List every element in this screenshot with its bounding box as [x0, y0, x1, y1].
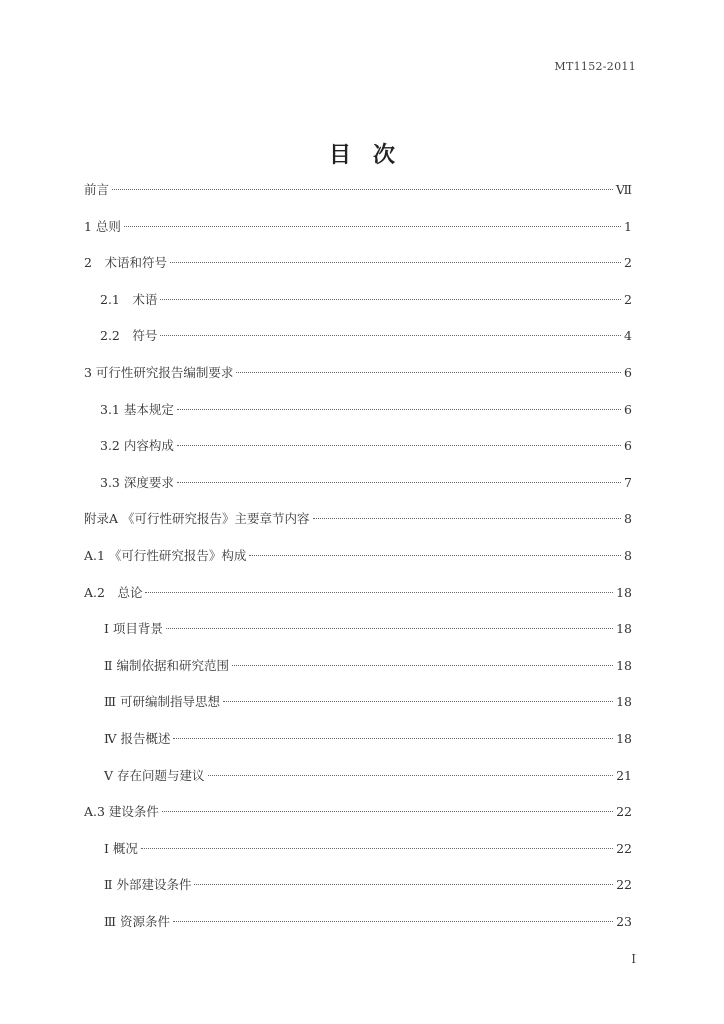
toc-entry-label: 2.1 术语	[100, 291, 158, 307]
toc-entry[interactable]	[84, 648, 632, 685]
toc-entry-label: Ⅰ 概况	[104, 840, 138, 856]
toc-entry[interactable]	[84, 831, 632, 868]
toc-entry-page: 18	[616, 584, 632, 600]
toc-entry[interactable]	[84, 355, 632, 392]
dot-leader	[208, 775, 614, 776]
dot-leader	[170, 262, 621, 263]
dot-leader	[112, 189, 613, 190]
toc-entry-label: A.3 建设条件	[84, 804, 159, 820]
dot-leader	[177, 445, 621, 446]
toc-entry-label: Ⅰ 项目背景	[104, 621, 163, 637]
dot-leader	[145, 592, 613, 593]
toc-entry-label: 3.3 深度要求	[100, 474, 174, 490]
toc-entry[interactable]	[84, 721, 632, 758]
toc-entry[interactable]	[84, 318, 632, 355]
dot-leader	[177, 409, 621, 410]
toc-entry[interactable]	[84, 758, 632, 795]
toc-entry[interactable]	[84, 465, 632, 502]
toc-entry[interactable]	[84, 867, 632, 904]
toc-entry-page: 22	[616, 877, 632, 893]
standard-code: MT1152-2011	[554, 60, 636, 73]
dot-leader	[313, 518, 622, 519]
toc-entry[interactable]	[84, 428, 632, 465]
toc-entry-label: 2 术语和符号	[84, 255, 167, 271]
toc-entry-page: 18	[616, 694, 632, 710]
dot-leader	[160, 335, 621, 336]
toc-entry[interactable]	[84, 209, 632, 246]
toc-entry-page: 18	[616, 730, 632, 746]
toc-entry-page: 4	[624, 328, 632, 344]
toc-entry[interactable]	[84, 794, 632, 831]
toc-entry[interactable]	[84, 172, 632, 209]
toc-entry-page: 6	[624, 364, 632, 380]
toc-entry-page: 22	[616, 840, 632, 856]
toc-entry-label: 附录A 《可行性研究报告》主要章节内容	[84, 511, 310, 527]
dot-leader	[223, 701, 613, 702]
toc-entry-page: 8	[624, 511, 632, 527]
toc-entry-label: 1 总则	[84, 218, 121, 234]
dot-leader	[166, 628, 613, 629]
toc-entry-label: Ⅱ 外部建设条件	[104, 877, 192, 893]
dot-leader	[173, 738, 613, 739]
toc-entry-page: 18	[616, 657, 632, 673]
toc-entry-page: 23	[616, 913, 632, 929]
dot-leader	[141, 848, 613, 849]
toc-entry-label: A.2 总论	[84, 584, 143, 600]
dot-leader	[236, 372, 621, 373]
toc-entry[interactable]	[84, 611, 632, 648]
toc-entry-label: 3.2 内容构成	[100, 438, 174, 454]
toc-entry-page: 6	[624, 438, 632, 454]
toc-entry-page: Ⅶ	[615, 182, 632, 197]
toc-entry-label: 2.2 符号	[100, 328, 158, 344]
dot-leader	[249, 555, 621, 556]
toc-entry[interactable]	[84, 392, 632, 429]
toc-entry[interactable]	[84, 684, 632, 721]
dot-leader	[194, 884, 613, 885]
toc-entry[interactable]	[84, 904, 632, 941]
toc-entry[interactable]	[84, 245, 632, 282]
toc-entry-label: Ⅴ 存在问题与建议	[104, 767, 205, 783]
toc-entry-page: 8	[624, 547, 632, 563]
dot-leader	[232, 665, 613, 666]
toc-entry-page: 6	[624, 401, 632, 417]
toc-entry-label: 3 可行性研究报告编制要求	[84, 364, 234, 380]
page-number: I	[631, 952, 636, 966]
toc-entry[interactable]	[84, 575, 632, 612]
dot-leader	[177, 482, 621, 483]
toc-entry[interactable]	[84, 501, 632, 538]
dot-leader	[160, 299, 621, 300]
toc-entry-page: 1	[624, 218, 632, 234]
dot-leader	[162, 811, 613, 812]
toc-entry-page: 7	[624, 474, 632, 490]
toc-entry-label: A.1 《可行性研究报告》构成	[84, 547, 247, 563]
dot-leader	[124, 226, 621, 227]
table-of-contents	[84, 172, 632, 940]
toc-entry-page: 2	[624, 291, 632, 307]
toc-entry-page: 22	[616, 804, 632, 820]
toc-entry-label: Ⅱ 编制依据和研究范围	[104, 657, 229, 673]
toc-entry-label: Ⅲ 可研编制指导思想	[104, 694, 221, 710]
toc-entry-page: 21	[616, 767, 632, 783]
toc-entry-page: 18	[616, 621, 632, 637]
dot-leader	[173, 921, 613, 922]
toc-entry-label: 3.1 基本规定	[100, 401, 174, 417]
toc-entry-label: Ⅲ 资源条件	[104, 913, 171, 929]
toc-entry-page: 2	[624, 255, 632, 271]
toc-entry-label: Ⅳ 报告概述	[104, 730, 171, 746]
toc-entry-label: 前言	[84, 182, 110, 197]
toc-entry[interactable]	[84, 538, 632, 575]
toc-entry[interactable]	[84, 282, 632, 319]
page-title: 目次	[328, 142, 417, 168]
